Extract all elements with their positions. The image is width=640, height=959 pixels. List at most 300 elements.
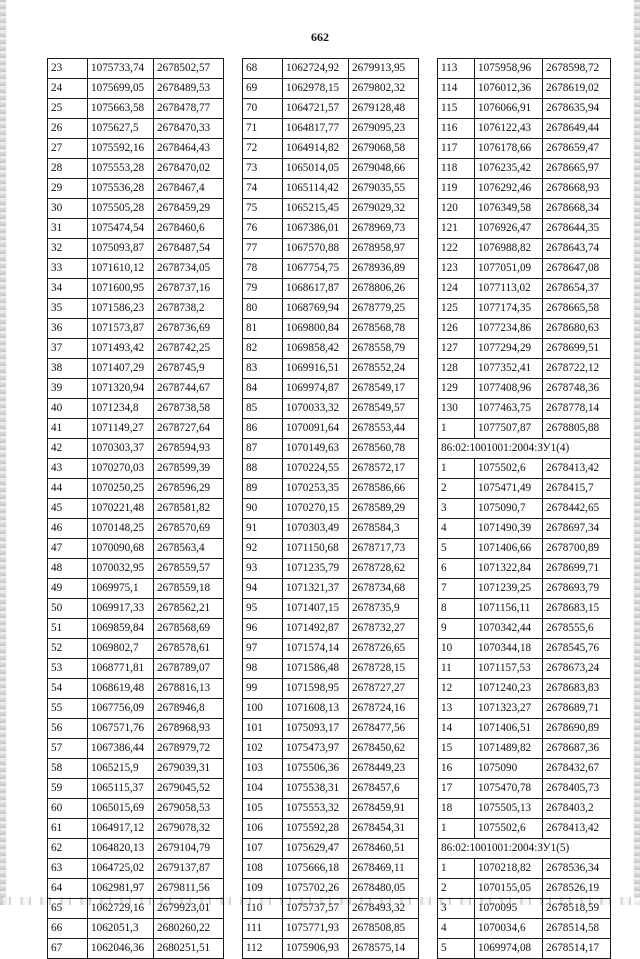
- point-number: 8: [438, 599, 475, 619]
- x-coordinate: 1070342,44: [475, 619, 543, 639]
- x-coordinate: 1076988,82: [475, 239, 543, 259]
- point-number: 101: [243, 719, 283, 739]
- point-number: 4: [438, 519, 475, 539]
- point-number: 6: [438, 559, 475, 579]
- x-coordinate: 1077113,02: [475, 279, 543, 299]
- table-row: [438, 459, 611, 479]
- point-number: 111: [243, 919, 283, 939]
- y-coordinate: 2678478,77: [154, 99, 224, 119]
- table-row: [243, 819, 419, 839]
- table-row: [438, 299, 611, 319]
- x-coordinate: 1068619,48: [88, 679, 154, 699]
- point-number: 12: [438, 679, 475, 699]
- x-coordinate: 1077408,96: [475, 379, 543, 399]
- y-coordinate: 2678687,36: [543, 739, 611, 759]
- table-row: [438, 219, 611, 239]
- table-row: [48, 519, 224, 539]
- x-coordinate: 1070303,37: [88, 439, 154, 459]
- table-row: [243, 159, 419, 179]
- y-coordinate: 2678549,57: [349, 399, 419, 419]
- point-number: 10: [438, 639, 475, 659]
- table-row: [48, 699, 224, 719]
- point-number: 122: [438, 239, 475, 259]
- y-coordinate: 2678514,17: [543, 939, 611, 959]
- y-coordinate: 2678589,29: [349, 499, 419, 519]
- y-coordinate: 2678979,72: [154, 739, 224, 759]
- y-coordinate: 2678732,27: [349, 619, 419, 639]
- point-number: 90: [243, 499, 283, 519]
- table-row: [438, 339, 611, 359]
- y-coordinate: 2678526,19: [543, 879, 611, 899]
- y-coordinate: 2678552,24: [349, 359, 419, 379]
- y-coordinate: 2678449,23: [349, 759, 419, 779]
- table-row: [48, 99, 224, 119]
- x-coordinate: 1075093,87: [88, 239, 154, 259]
- y-coordinate: 2679039,31: [154, 759, 224, 779]
- point-number: 82: [243, 339, 283, 359]
- y-coordinate: 2678958,97: [349, 239, 419, 259]
- table-row: [438, 319, 611, 339]
- table-row: [243, 359, 419, 379]
- point-number: 115: [438, 99, 475, 119]
- table-row: [243, 599, 419, 619]
- table-row: [48, 719, 224, 739]
- x-coordinate: 1069916,51: [283, 359, 349, 379]
- point-number: 47: [48, 539, 88, 559]
- point-number: 2: [438, 479, 475, 499]
- y-coordinate: 2678699,51: [543, 339, 611, 359]
- table-row: [438, 739, 611, 759]
- table-row: [48, 219, 224, 239]
- x-coordinate: 1067754,75: [283, 259, 349, 279]
- table-row: [438, 779, 611, 799]
- table-row: [243, 139, 419, 159]
- table-row: [438, 499, 611, 519]
- y-coordinate: 2678727,64: [154, 419, 224, 439]
- y-coordinate: 2678480,05: [349, 879, 419, 899]
- point-number: 89: [243, 479, 283, 499]
- y-coordinate: 2678568,69: [154, 619, 224, 639]
- point-number: 70: [243, 99, 283, 119]
- y-coordinate: 2678558,79: [349, 339, 419, 359]
- table-row: [243, 919, 419, 939]
- point-number: 83: [243, 359, 283, 379]
- table-row: [438, 819, 611, 839]
- x-coordinate: 1070221,48: [88, 499, 154, 519]
- x-coordinate: 1076235,42: [475, 159, 543, 179]
- table-row: [48, 339, 224, 359]
- table-row: [243, 879, 419, 899]
- x-coordinate: 1069800,84: [283, 319, 349, 339]
- y-coordinate: 2679923,01: [154, 899, 224, 919]
- y-coordinate: 2678594,93: [154, 439, 224, 459]
- point-number: 50: [48, 599, 88, 619]
- table-row: [48, 399, 224, 419]
- y-coordinate: 2678690,89: [543, 719, 611, 739]
- point-number: 85: [243, 399, 283, 419]
- point-number: 66: [48, 919, 88, 939]
- y-coordinate: 2678736,69: [154, 319, 224, 339]
- table-row: [438, 799, 611, 819]
- point-number: 44: [48, 479, 88, 499]
- x-coordinate: 1070344,18: [475, 639, 543, 659]
- y-coordinate: 2678575,14: [349, 939, 419, 959]
- table-row: [48, 759, 224, 779]
- point-number: 87: [243, 439, 283, 459]
- point-number: 1: [438, 459, 475, 479]
- y-coordinate: 2678726,65: [349, 639, 419, 659]
- y-coordinate: 2678680,63: [543, 319, 611, 339]
- x-coordinate: 1067386,44: [88, 739, 154, 759]
- x-coordinate: 1071240,23: [475, 679, 543, 699]
- table-row: [438, 119, 611, 139]
- table-row: [438, 639, 611, 659]
- y-coordinate: 2679058,53: [154, 799, 224, 819]
- x-coordinate: 1065014,05: [283, 159, 349, 179]
- point-number: 2: [438, 879, 475, 899]
- x-coordinate: 1071493,42: [88, 339, 154, 359]
- y-coordinate: 2678742,25: [154, 339, 224, 359]
- coordinates-table-1: [47, 58, 224, 959]
- table-row: [243, 699, 419, 719]
- x-coordinate: 1071157,53: [475, 659, 543, 679]
- table-row: [243, 439, 419, 459]
- y-coordinate: 2678460,6: [154, 219, 224, 239]
- parcel-number: 86:02:1001001:2004:ЗУ1(5): [438, 839, 611, 859]
- point-number: 129: [438, 379, 475, 399]
- y-coordinate: 2678514,58: [543, 919, 611, 939]
- table-row: [243, 839, 419, 859]
- y-coordinate: 2678454,31: [349, 819, 419, 839]
- y-coordinate: 2678724,16: [349, 699, 419, 719]
- x-coordinate: 1071322,84: [475, 559, 543, 579]
- table-row: [243, 739, 419, 759]
- table-row: [48, 859, 224, 879]
- table-row: [48, 79, 224, 99]
- x-coordinate: 1067570,88: [283, 239, 349, 259]
- x-coordinate: 1075505,28: [88, 199, 154, 219]
- point-number: 45: [48, 499, 88, 519]
- point-number: 4: [438, 919, 475, 939]
- y-coordinate: 2678738,2: [154, 299, 224, 319]
- y-coordinate: 2678405,73: [543, 779, 611, 799]
- table-row: [48, 419, 224, 439]
- table-row: [48, 279, 224, 299]
- y-coordinate: 2679029,32: [349, 199, 419, 219]
- x-coordinate: 1062046,36: [88, 939, 154, 959]
- point-number: 88: [243, 459, 283, 479]
- table-row: [48, 579, 224, 599]
- y-coordinate: 2678555,6: [543, 619, 611, 639]
- table-row: [438, 359, 611, 379]
- table-row: [48, 679, 224, 699]
- point-number: 53: [48, 659, 88, 679]
- y-coordinate: 2678728,62: [349, 559, 419, 579]
- scan-edge-right: [634, 0, 640, 905]
- x-coordinate: 1075592,28: [283, 819, 349, 839]
- x-coordinate: 1069975,1: [88, 579, 154, 599]
- point-number: 42: [48, 439, 88, 459]
- y-coordinate: 2678442,65: [543, 499, 611, 519]
- page-number: 662: [311, 30, 329, 44]
- y-coordinate: 2678778,14: [543, 399, 611, 419]
- point-number: 106: [243, 819, 283, 839]
- point-number: 130: [438, 399, 475, 419]
- point-number: 99: [243, 679, 283, 699]
- point-number: 49: [48, 579, 88, 599]
- table-row: [438, 379, 611, 399]
- y-coordinate: 2678493,32: [349, 899, 419, 919]
- y-coordinate: 2678469,11: [349, 859, 419, 879]
- point-number: 103: [243, 759, 283, 779]
- x-coordinate: 1062051,3: [88, 919, 154, 939]
- y-coordinate: 2679048,66: [349, 159, 419, 179]
- table-row: [243, 479, 419, 499]
- table-row: [243, 419, 419, 439]
- table-row: [243, 279, 419, 299]
- table-row: [48, 479, 224, 499]
- table-row: [243, 659, 419, 679]
- x-coordinate: 1071235,79: [283, 559, 349, 579]
- x-coordinate: 1067571,76: [88, 719, 154, 739]
- table-row: [243, 859, 419, 879]
- x-coordinate: 1075958,96: [475, 59, 543, 79]
- y-coordinate: 2679078,32: [154, 819, 224, 839]
- point-number: 14: [438, 719, 475, 739]
- point-number: 1: [438, 859, 475, 879]
- y-coordinate: 2678649,44: [543, 119, 611, 139]
- point-number: 62: [48, 839, 88, 859]
- table-row: [48, 379, 224, 399]
- x-coordinate: 1070034,6: [475, 919, 543, 939]
- table-row: [438, 679, 611, 699]
- table-row: [243, 539, 419, 559]
- table-row: [48, 319, 224, 339]
- table-row: [48, 899, 224, 919]
- x-coordinate: 1075502,6: [475, 459, 543, 479]
- y-coordinate: 2678570,69: [154, 519, 224, 539]
- point-number: 38: [48, 359, 88, 379]
- point-number: 51: [48, 619, 88, 639]
- point-number: 107: [243, 839, 283, 859]
- table-row: [48, 599, 224, 619]
- table-row: [438, 879, 611, 899]
- y-coordinate: 2678946,8: [154, 699, 224, 719]
- y-coordinate: 2678693,79: [543, 579, 611, 599]
- y-coordinate: 2678584,3: [349, 519, 419, 539]
- point-number: 67: [48, 939, 88, 959]
- x-coordinate: 1077174,35: [475, 299, 543, 319]
- table-row: [438, 599, 611, 619]
- y-coordinate: 2678734,05: [154, 259, 224, 279]
- x-coordinate: 1075093,17: [283, 719, 349, 739]
- point-number: 16: [438, 759, 475, 779]
- y-coordinate: 2678562,21: [154, 599, 224, 619]
- table-row: [438, 759, 611, 779]
- table-row: [48, 739, 224, 759]
- point-number: 104: [243, 779, 283, 799]
- y-coordinate: 2678647,08: [543, 259, 611, 279]
- point-number: 126: [438, 319, 475, 339]
- scan-edge-left: [0, 0, 6, 905]
- table-row: [48, 299, 224, 319]
- y-coordinate: 2678572,17: [349, 459, 419, 479]
- y-coordinate: 2678568,78: [349, 319, 419, 339]
- y-coordinate: 2679104,79: [154, 839, 224, 859]
- y-coordinate: 2680260,22: [154, 919, 224, 939]
- point-number: 114: [438, 79, 475, 99]
- point-number: 97: [243, 639, 283, 659]
- table-row: [48, 439, 224, 459]
- y-coordinate: 2678643,74: [543, 239, 611, 259]
- table-row: [243, 299, 419, 319]
- x-coordinate: 1070155,05: [475, 879, 543, 899]
- x-coordinate: 1062978,15: [283, 79, 349, 99]
- y-coordinate: 2679137,87: [154, 859, 224, 879]
- y-coordinate: 2678699,71: [543, 559, 611, 579]
- table-row: [48, 639, 224, 659]
- table-row: [438, 479, 611, 499]
- table-row: [243, 99, 419, 119]
- x-coordinate: 1070095: [475, 899, 543, 919]
- x-coordinate: 1076178,66: [475, 139, 543, 159]
- table-row: [243, 319, 419, 339]
- table-row: [438, 699, 611, 719]
- x-coordinate: 1062729,16: [88, 899, 154, 919]
- y-coordinate: 2679045,52: [154, 779, 224, 799]
- x-coordinate: 1075592,16: [88, 139, 154, 159]
- point-number: 121: [438, 219, 475, 239]
- table-row: [438, 939, 611, 959]
- x-coordinate: 1075090,7: [475, 499, 543, 519]
- x-coordinate: 1075506,36: [283, 759, 349, 779]
- y-coordinate: 2678489,53: [154, 79, 224, 99]
- x-coordinate: 1077352,41: [475, 359, 543, 379]
- x-coordinate: 1062981,97: [88, 879, 154, 899]
- point-number: 65: [48, 899, 88, 919]
- table-row: [243, 239, 419, 259]
- point-number: 94: [243, 579, 283, 599]
- point-number: 91: [243, 519, 283, 539]
- y-coordinate: 2678563,4: [154, 539, 224, 559]
- x-coordinate: 1071600,95: [88, 279, 154, 299]
- coordinates-table-2: [242, 58, 419, 959]
- x-coordinate: 1070224,55: [283, 459, 349, 479]
- table-row: [48, 539, 224, 559]
- point-number: 32: [48, 239, 88, 259]
- point-number: 41: [48, 419, 88, 439]
- table-row: [438, 659, 611, 679]
- x-coordinate: 1071150,68: [283, 539, 349, 559]
- point-number: 72: [243, 139, 283, 159]
- point-number: 120: [438, 199, 475, 219]
- point-number: 116: [438, 119, 475, 139]
- y-coordinate: 2678697,34: [543, 519, 611, 539]
- point-number: 1: [438, 419, 475, 439]
- point-number: 37: [48, 339, 88, 359]
- point-number: 64: [48, 879, 88, 899]
- x-coordinate: 1075473,97: [283, 739, 349, 759]
- table-row: [48, 459, 224, 479]
- point-number: 92: [243, 539, 283, 559]
- x-coordinate: 1075627,5: [88, 119, 154, 139]
- point-number: 63: [48, 859, 88, 879]
- table-row: [243, 679, 419, 699]
- table-row: [48, 939, 224, 959]
- table-row: [243, 399, 419, 419]
- x-coordinate: 1070270,15: [283, 499, 349, 519]
- table-row: [243, 219, 419, 239]
- x-coordinate: 1064721,57: [283, 99, 349, 119]
- y-coordinate: 2678536,34: [543, 859, 611, 879]
- table-row: [438, 259, 611, 279]
- point-number: 118: [438, 159, 475, 179]
- x-coordinate: 1070253,35: [283, 479, 349, 499]
- x-coordinate: 1070148,25: [88, 519, 154, 539]
- table-row: [48, 359, 224, 379]
- point-number: 5: [438, 539, 475, 559]
- x-coordinate: 1068769,94: [283, 299, 349, 319]
- x-coordinate: 1070250,25: [88, 479, 154, 499]
- point-number: 36: [48, 319, 88, 339]
- y-coordinate: 2678748,36: [543, 379, 611, 399]
- table-row: [243, 179, 419, 199]
- point-number: 100: [243, 699, 283, 719]
- y-coordinate: 2678789,07: [154, 659, 224, 679]
- point-number: 3: [438, 499, 475, 519]
- table-row: [438, 559, 611, 579]
- y-coordinate: 2678969,73: [349, 219, 419, 239]
- x-coordinate: 1065114,42: [283, 179, 349, 199]
- y-coordinate: 2678467,4: [154, 179, 224, 199]
- section-header-row: [438, 439, 611, 459]
- point-number: 28: [48, 159, 88, 179]
- table-row: [438, 619, 611, 639]
- x-coordinate: 1071608,13: [283, 699, 349, 719]
- point-number: 48: [48, 559, 88, 579]
- x-coordinate: 1071407,29: [88, 359, 154, 379]
- y-coordinate: 2678432,67: [543, 759, 611, 779]
- y-coordinate: 2679913,95: [349, 59, 419, 79]
- point-number: 25: [48, 99, 88, 119]
- y-coordinate: 2678502,57: [154, 59, 224, 79]
- point-number: 73: [243, 159, 283, 179]
- point-number: 110: [243, 899, 283, 919]
- x-coordinate: 1069974,87: [283, 379, 349, 399]
- x-coordinate: 1071489,82: [475, 739, 543, 759]
- y-coordinate: 2678806,26: [349, 279, 419, 299]
- x-coordinate: 1065115,37: [88, 779, 154, 799]
- x-coordinate: 1075666,18: [283, 859, 349, 879]
- table-row: [243, 719, 419, 739]
- x-coordinate: 1070149,63: [283, 439, 349, 459]
- x-coordinate: 1071406,66: [475, 539, 543, 559]
- point-number: 43: [48, 459, 88, 479]
- x-coordinate: 1070303,49: [283, 519, 349, 539]
- x-coordinate: 1071406,51: [475, 719, 543, 739]
- x-coordinate: 1075663,58: [88, 99, 154, 119]
- y-coordinate: 2678560,78: [349, 439, 419, 459]
- x-coordinate: 1068617,87: [283, 279, 349, 299]
- x-coordinate: 1071586,48: [283, 659, 349, 679]
- y-coordinate: 2678673,24: [543, 659, 611, 679]
- x-coordinate: 1076122,43: [475, 119, 543, 139]
- y-coordinate: 2678735,9: [349, 599, 419, 619]
- y-coordinate: 2678744,67: [154, 379, 224, 399]
- y-coordinate: 2678545,76: [543, 639, 611, 659]
- x-coordinate: 1071323,27: [475, 699, 543, 719]
- y-coordinate: 2678700,89: [543, 539, 611, 559]
